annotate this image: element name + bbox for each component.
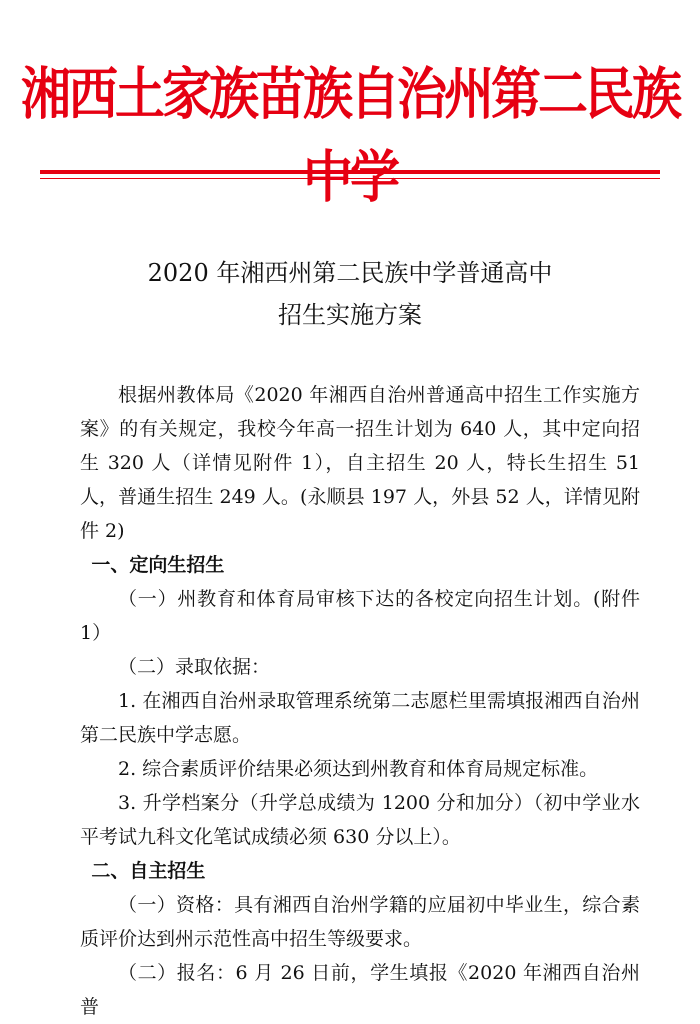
section-1-rule-2: 2. 综合素质评价结果必须达到州教育和体育局规定标准。 [118,758,599,780]
intro-paragraph: 根据州教体局《2020 年湘西自治州普通高中招生工作实施方案》的有关规定，我校今年高一招生计划为 640 人，其中定向招生 320 人（详情见附件 1），自主招生 20 人，特长生招生 51 人，普通生招生 249 人。(永顺县 197 人，外县 52 人，详情见附件 2) [80,384,640,542]
document-title-line-2: 招生实施方案 [278,301,422,329]
letterhead-school-name: 湘西土家族苗族自治州第二民族 [21,62,679,128]
section-1-item-1: （一）州教育和体育局审核下达的各校定向招生计划。(附件 1） [80,588,640,644]
section-2-heading: 二、自主招生 [91,860,206,882]
section-1-rule-1: 1. 在湘西自治州录取管理系统第二志愿栏里需填报湘西自治州第二民族中学志愿。 [80,690,640,746]
section-1-item-2: （二）录取依据： [118,656,271,678]
section-2-item-1: （一）资格：具有湘西自治州学籍的应届初中毕业生，综合素质评价达到州示范性高中招生等级要求。 [80,894,640,950]
letterhead-divider-thick [40,170,660,174]
document-body [80,378,640,1024]
section-2-item-2: （二）报名：6 月 26 日前，学生填报《2020 年湘西自治州普 [80,962,640,1018]
document-title-line-1: 2020 年湘西州第二民族中学普通高中 [147,259,553,287]
section-1-rule-3: 3. 升学档案分（升学总成绩为 1200 分和加分）（初中学业水平考试九科文化笔试成绩必须 630 分以上）。 [80,792,640,848]
section-1-heading: 一、定向生招生 [91,554,225,576]
letterhead-divider-thin [40,178,660,179]
